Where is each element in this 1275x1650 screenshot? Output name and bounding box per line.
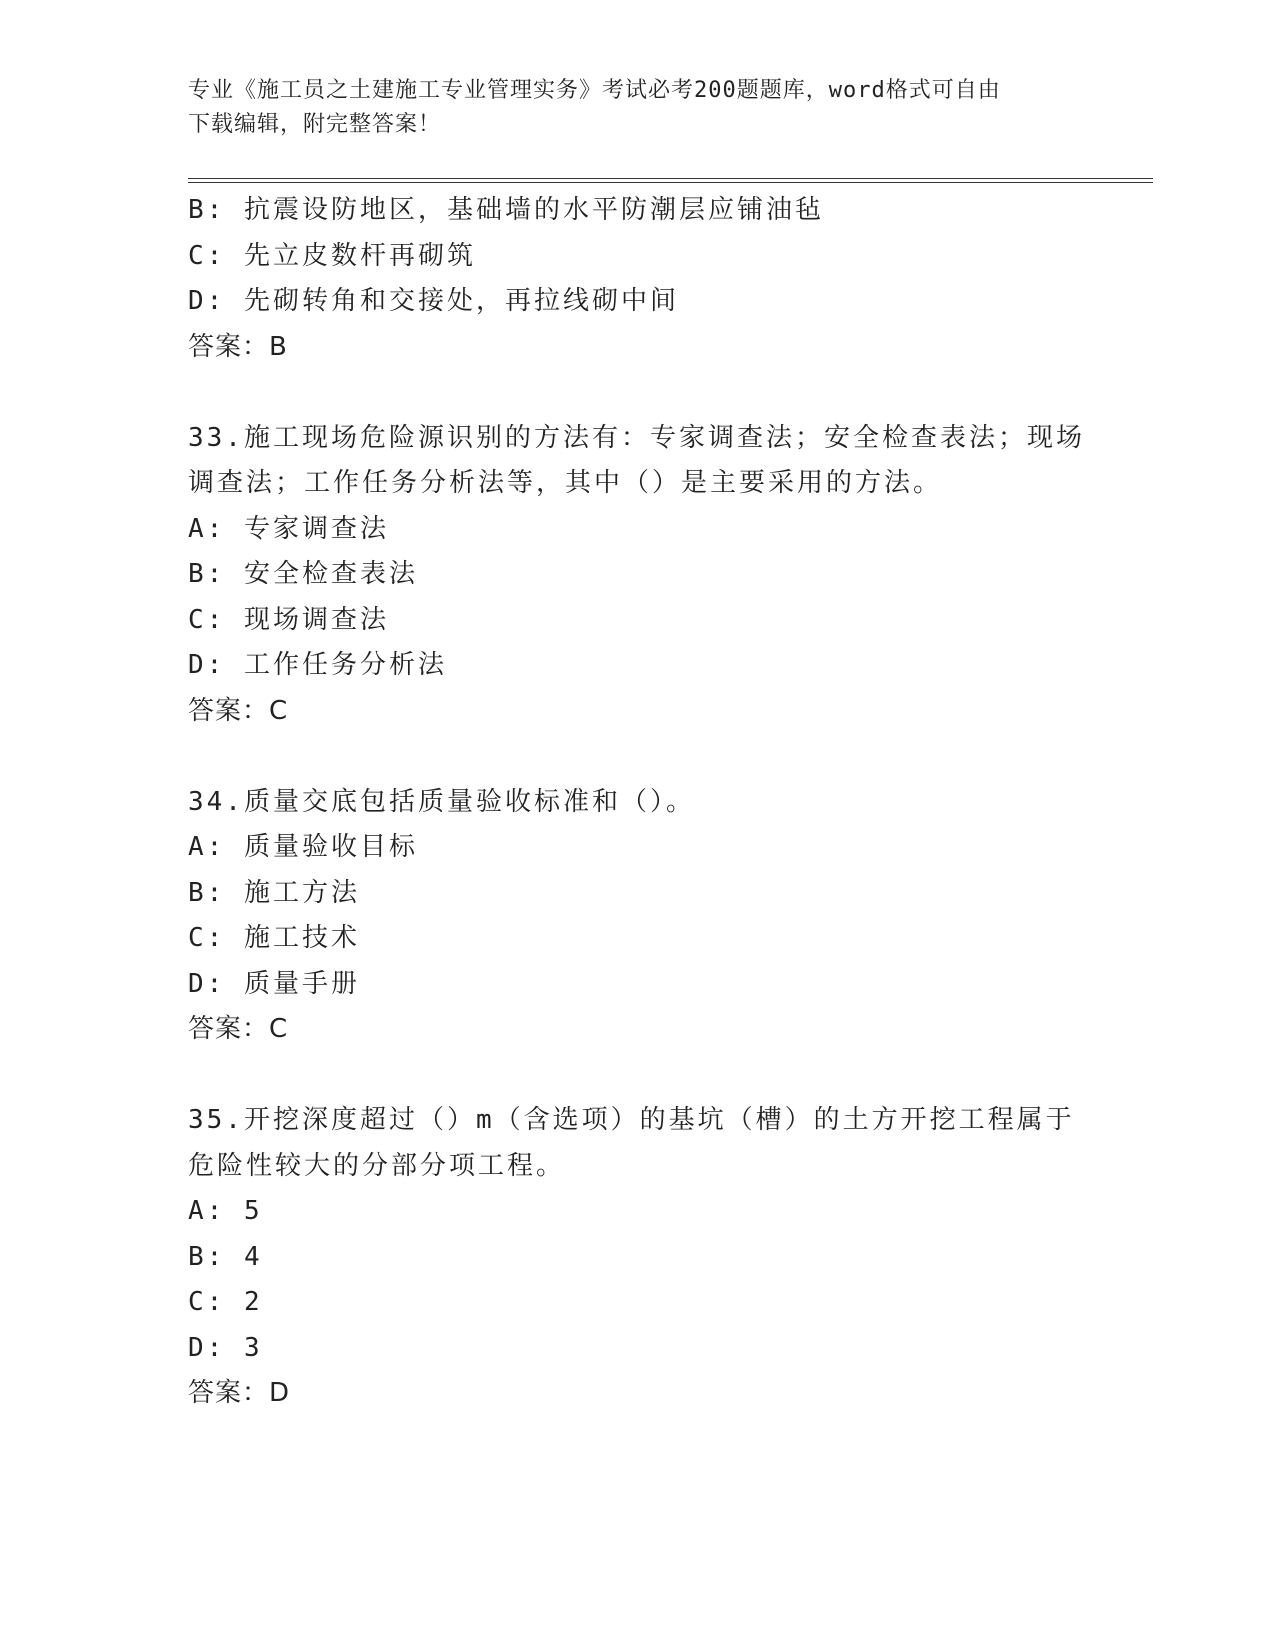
answer: 答案：B xyxy=(188,331,288,362)
header-line-2: 下载编辑，附完整答案！ xyxy=(188,112,442,137)
spacer xyxy=(188,734,1088,780)
option-b: B: 安全检查表法 xyxy=(188,559,418,589)
question-34 xyxy=(188,780,1088,1053)
option-a: A: 质量验收目标 xyxy=(188,832,418,862)
answer: 答案：C xyxy=(188,695,289,726)
question-text: 危险性较大的分部分项工程。 xyxy=(188,1150,566,1181)
spacer xyxy=(188,370,1088,416)
option-c: C: 施工技术 xyxy=(188,923,360,953)
document-header xyxy=(188,74,1068,142)
option-d: D: 质量手册 xyxy=(188,968,360,999)
question-32-continued xyxy=(188,188,1088,370)
question-text: 34.质量交底包括质量验收标准和（）。 xyxy=(188,786,695,817)
option-a: A: 5 xyxy=(188,1196,263,1226)
option-c: C: 2 xyxy=(188,1287,263,1317)
question-list xyxy=(188,188,1088,1417)
question-text: 33.施工现场危险源识别的方法有：专家调查法；安全检查表法；现场 xyxy=(188,422,1085,453)
question-text: 调查法；工作任务分析法等，其中（）是主要采用的方法。 xyxy=(188,468,943,498)
option-d: D: 先砌转角和交接处，再拉线砌中间 xyxy=(188,286,679,316)
option-a: A: 专家调查法 xyxy=(188,513,389,544)
option-b: B: 施工方法 xyxy=(188,877,360,908)
option-d: D: 3 xyxy=(188,1332,263,1363)
option-d: D: 工作任务分析法 xyxy=(188,650,447,680)
header-divider-bottom xyxy=(188,182,1153,183)
spacer xyxy=(188,1053,1088,1099)
question-33 xyxy=(188,416,1088,735)
option-b: B: 抗震设防地区，基础墙的水平防潮层应铺油毡 xyxy=(188,195,824,225)
answer: 答案：C xyxy=(188,1014,289,1044)
header-divider-top xyxy=(188,178,1153,179)
header-line-1: 专业《施工员之土建施工专业管理实务》考试必考200题题库，word格式可自由 xyxy=(188,78,1001,103)
answer: 答案：D xyxy=(188,1378,291,1408)
option-c: C: 现场调查法 xyxy=(188,604,389,635)
question-35 xyxy=(188,1098,1088,1417)
option-c: C: 先立皮数杆再砌筑 xyxy=(188,240,476,271)
option-b: B: 4 xyxy=(188,1241,263,1272)
question-text: 35.开挖深度超过（）m（含选项）的基坑（槽）的土方开挖工程属于 xyxy=(188,1105,1075,1135)
